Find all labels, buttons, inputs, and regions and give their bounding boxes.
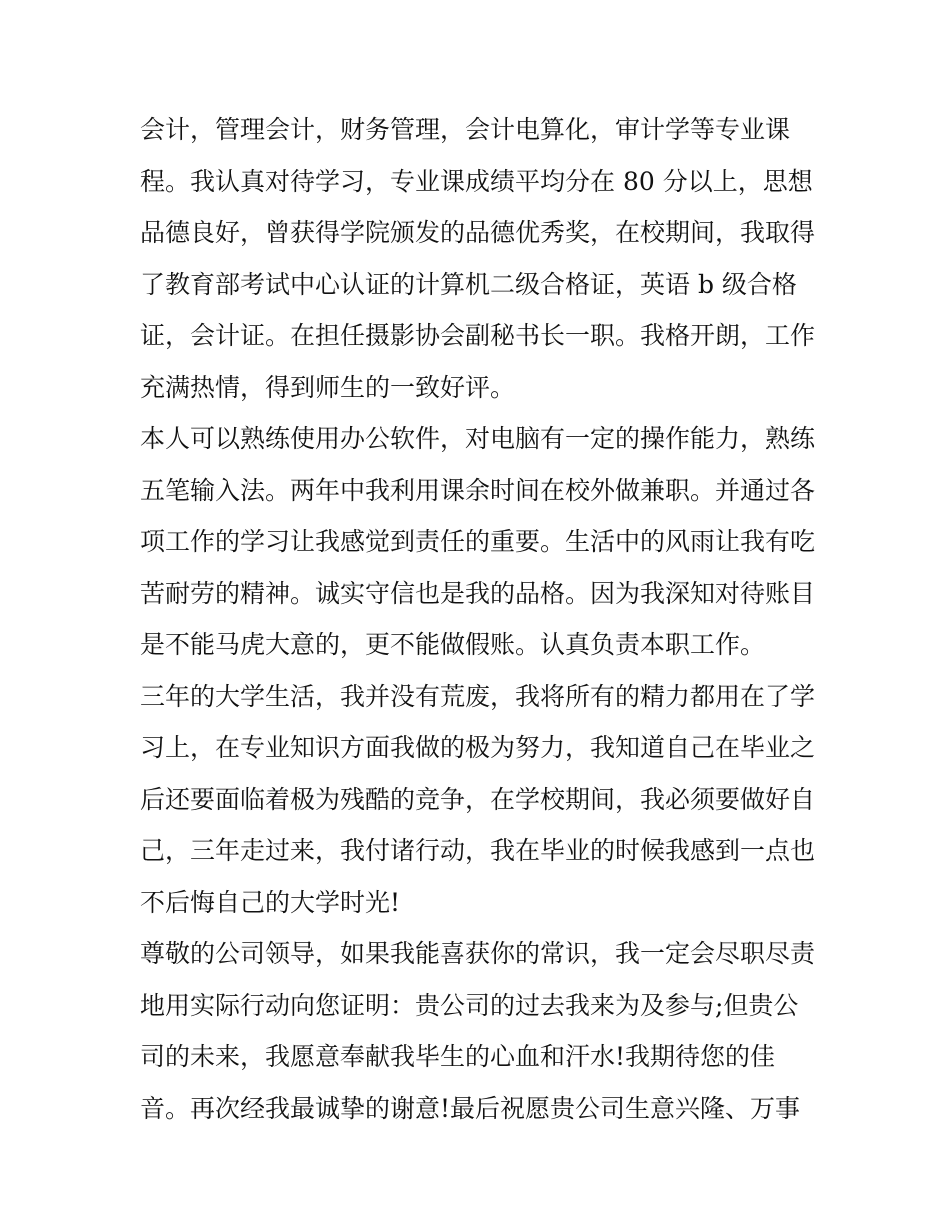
text-line: 不后悔自己的大学时光! — [140, 887, 401, 917]
text-line: 证，会计证。在担任摄影协会副秘书长一职。我格开朗，工作 — [140, 321, 816, 350]
text-line: 音。再次经我最诚挚的谢意!最后祝愿贵公司生意兴隆、万事 — [140, 1093, 801, 1123]
text-line: 习上，在专业知识方面我做的极为努力，我知道自己在毕业之 — [140, 733, 816, 762]
text-line: 充满热情，得到师生的一致好评。 — [140, 372, 516, 402]
text-line: 本人可以熟练使用办公软件，对电脑有一定的操作能力，熟练 — [140, 424, 816, 453]
document-body — [140, 104, 830, 1134]
text-line: 后还要面临着极为残酷的竞争，在学校期间，我必须要做好自 — [140, 784, 816, 814]
text-line: 五笔输入法。两年中我利用课余时间在校外做兼职。并通过各 — [140, 475, 816, 505]
text-line: 了教育部考试中心认证的计算机二级合格证，英语 b 级合格 — [140, 269, 797, 299]
text-line: 三年的大学生活，我并没有荒废，我将所有的精力都用在了学 — [140, 681, 816, 711]
text-line: 是不能马虎大意的，更不能做假账。认真负责本职工作。 — [140, 630, 766, 659]
text-line: 品德良好，曾获得学院颁发的品德优秀奖，在校期间，我取得 — [140, 218, 816, 247]
text-line: 项工作的学习让我感觉到责任的重要。生活中的风雨让我有吃 — [140, 527, 816, 556]
text-line: 尊敬的公司领导，如果我能喜获你的常识，我一定会尽职尽责 — [140, 939, 816, 968]
text-line: 苦耐劳的精神。诚实守信也是我的品格。因为我深知对待账目 — [140, 578, 816, 608]
text-line: 地用实际行动向您证明：贵公司的过去我来为及参与;但贵公 — [140, 990, 799, 1020]
text-line: 己，三年走过来，我付诸行动，我在毕业的时候我感到一点也 — [140, 836, 816, 865]
text-line: 司的未来，我愿意奉献我毕生的心血和汗水!我期待您的佳 — [140, 1042, 776, 1071]
text-line: 会计，管理会计，财务管理，会计电算化，审计学等专业课 — [140, 115, 791, 144]
text-line: 程。我认真对待学习，专业课成绩平均分在 80 分以上，思想 — [140, 166, 813, 196]
